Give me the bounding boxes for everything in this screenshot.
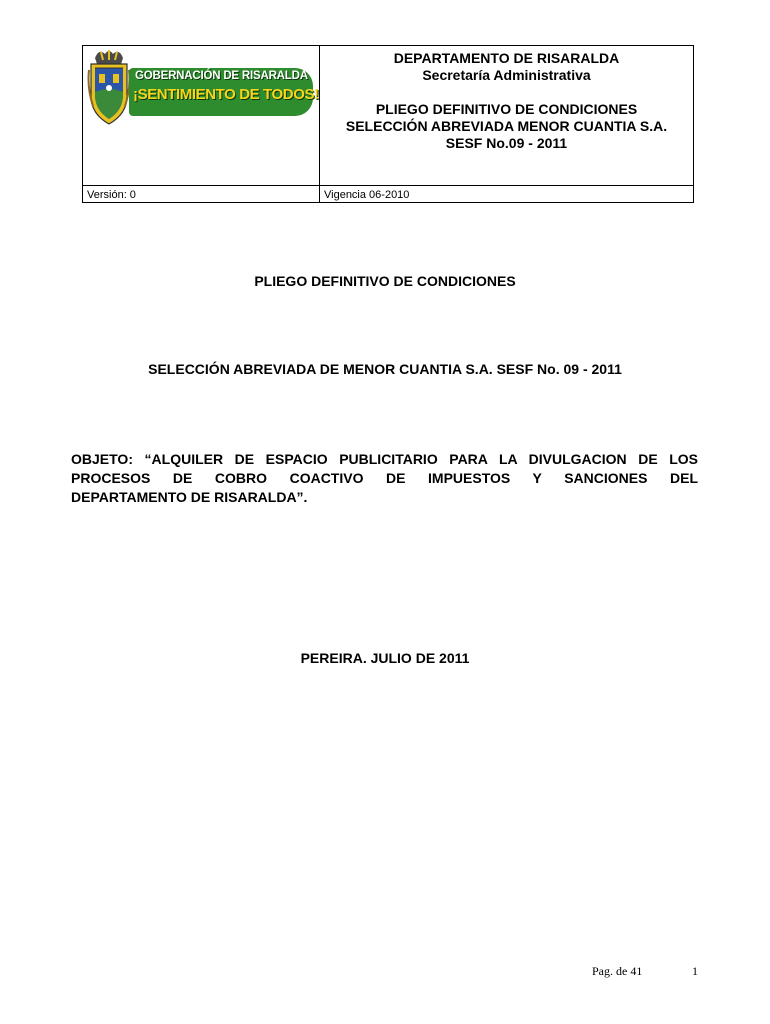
- logo-cell: [83, 46, 320, 185]
- page-footer: [592, 964, 698, 979]
- gobernacion-logo: [87, 48, 319, 128]
- objeto-paragraph: [71, 450, 698, 507]
- coat-of-arms-icon: [87, 48, 131, 128]
- objeto-line: OBJETO: “ALQUILER DE ESPACIO PUBLICITARIO PARA LA DIVULGACION DE LOS: [71, 451, 698, 467]
- document-title: PLIEGO DEFINITIVO DE CONDICIONES: [254, 273, 516, 289]
- objeto-line: DEPARTAMENTO DE RISARALDA”.: [71, 489, 308, 505]
- page-number: 1: [692, 964, 698, 978]
- header-doc-title: PLIEGO DEFINITIVO DE CONDICIONES: [375, 101, 638, 117]
- department-name: DEPARTAMENTO DE RISARALDA: [393, 50, 620, 66]
- header-selection: SELECCIÓN ABREVIADA MENOR CUANTIA S.A.: [345, 118, 668, 134]
- header-bottom-row: [83, 185, 693, 202]
- objeto-line: PROCESOS DE COBRO COACTIVO DE IMPUESTOS Y SANCIONES DEL: [71, 470, 698, 486]
- vigencia-label: Vigencia 06-2010: [324, 189, 410, 201]
- header-sesf: SESF No.09 - 2011: [445, 135, 568, 151]
- document-subtitle: SELECCIÓN ABREVIADA DE MENOR CUANTIA S.A. SESF No. 09 - 2011: [148, 361, 622, 377]
- page-label: Pag. de 41: [592, 964, 643, 978]
- place-date: PEREIRA. JULIO DE 2011: [300, 650, 470, 666]
- logo-line1: GOBERNACIÓN DE RISARALDA: [135, 70, 308, 82]
- secretaria-name: Secretaría Administrativa: [422, 67, 591, 83]
- header-title-cell: [320, 46, 693, 185]
- logo-line2: ¡SENTIMIENTO DE TODOS!: [133, 86, 319, 103]
- document-header-table: [82, 45, 694, 203]
- version-label: Versión: 0: [83, 186, 320, 202]
